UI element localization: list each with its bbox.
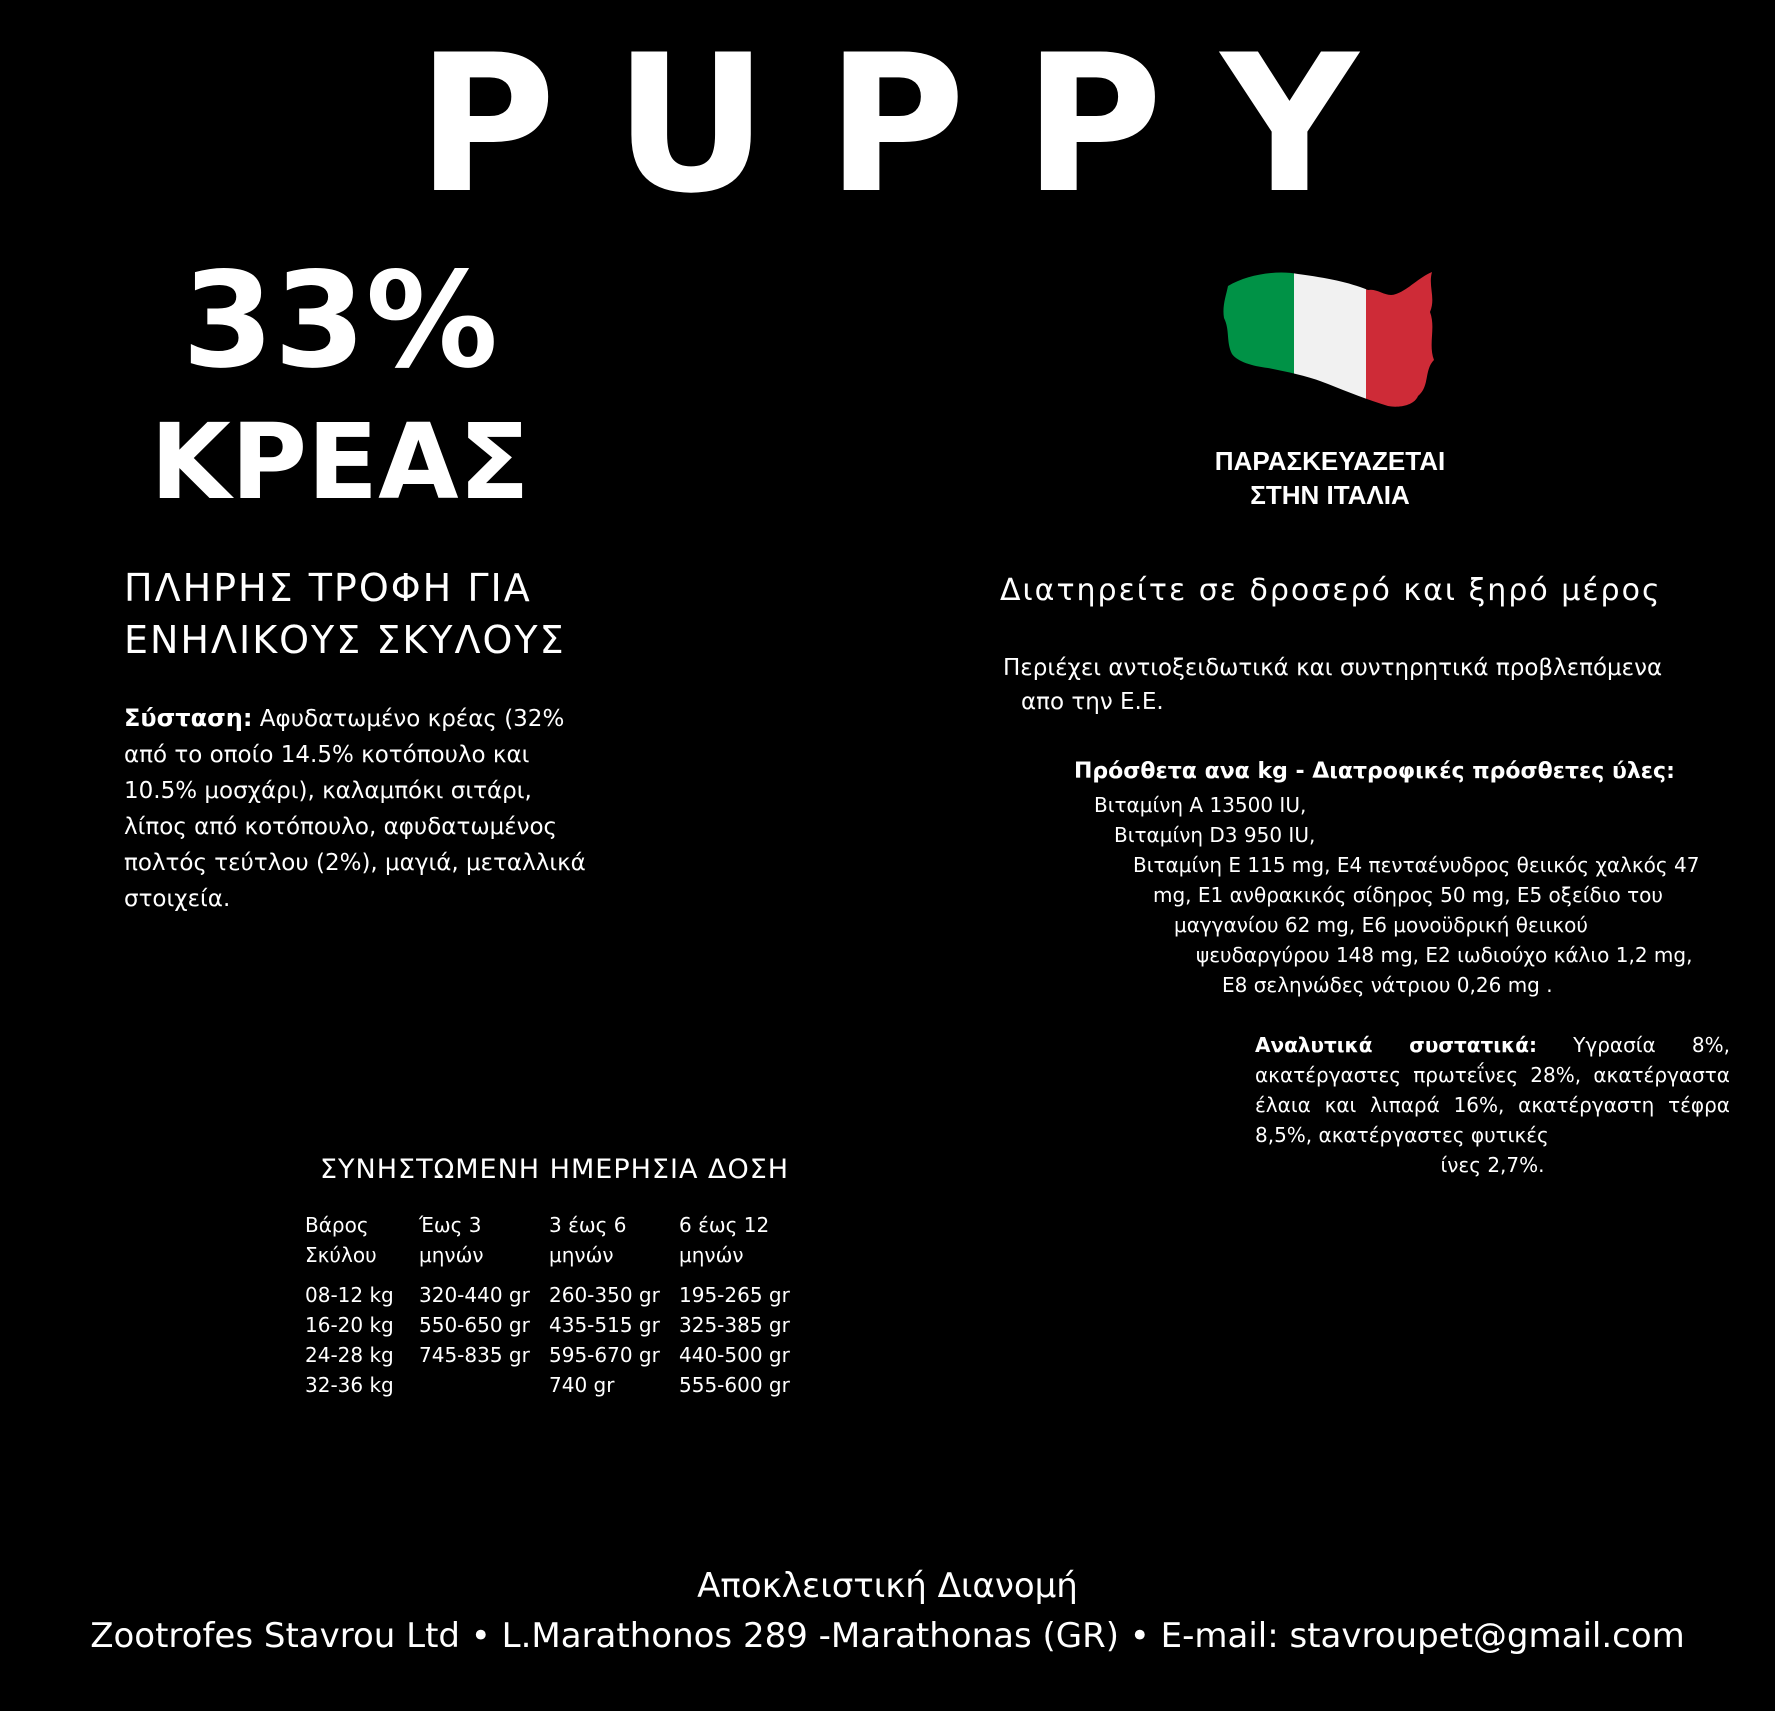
brand-title: PUPPY <box>416 14 1417 235</box>
cell-dose: 740 gr <box>549 1373 615 1397</box>
table-row <box>305 1340 809 1370</box>
cell-dose: 550-650 gr <box>419 1313 530 1337</box>
dose-table-header <box>305 1210 809 1280</box>
meat-label: ΚΡΕΑΣ <box>150 401 530 523</box>
header-up-to-3-months: Έως 3 μηνών <box>419 1213 484 1267</box>
cell-dose: 260-350 gr <box>549 1283 660 1307</box>
additive-line: Βιταμίνη Α 13500 IU, <box>1094 793 1307 817</box>
additive-line: Βιταμίνη Ε 115 mg, Ε4 πενταένυδρος θειικός χαλκός 47 <box>1133 853 1700 877</box>
additive-line: Βιταμίνη D3 950 IU, <box>1114 823 1316 847</box>
header-6-to-12-months: 6 έως 12 μηνών <box>679 1213 770 1267</box>
product-description-line2: ΕΝΗΛΙΚΟΥΣ ΣΚΥΛΟΥΣ <box>124 618 566 662</box>
exclusive-distribution-label: Αποκλειστική Διανομή <box>697 1566 1078 1606</box>
preservatives-note <box>1003 651 1723 719</box>
product-description-line1: ΠΛΗΡΗΣ ΤΡΟΦΗ ΓΙΑ <box>124 566 532 610</box>
cell-dose: 320-440 gr <box>419 1283 530 1307</box>
storage-instructions: Διατηρείτε σε δροσερό και ξηρό μέρος <box>1000 573 1662 608</box>
flag-white-stripe <box>1294 268 1366 410</box>
additives-title: Πρόσθετα ανα kg - Διατροφικές πρόσθετες ύλες: <box>1074 759 1675 784</box>
table-row <box>305 1310 809 1340</box>
table-row <box>305 1370 809 1400</box>
header-dog-weight: Βάρος Σκύλου <box>305 1213 377 1267</box>
composition-text: Αφυδατωμένο κρέας (32% από το οποίο 14.5% κοτόπουλο και 10.5% μοσχάρι), καλαμπόκι σιτάρι, λίπος από κοτόπουλο, αφυδατωμένος πολτός τεύτλου (2%), μαγιά, μεταλλικά στοιχεία. <box>124 706 586 912</box>
cell-dose: 440-500 gr <box>679 1343 790 1367</box>
additive-line: Ε8 σεληνώδες νάτριου 0,26 mg . <box>1222 973 1553 997</box>
flag-red-stripe <box>1366 268 1440 410</box>
additive-line: μαγγανίου 62 mg, Ε6 μονοϋδρική θειικού <box>1174 913 1588 937</box>
analytical-last-line: ίνες 2,7%. <box>1440 1153 1545 1177</box>
cell-dose: 325-385 gr <box>679 1313 790 1337</box>
additive-line: ψευδαργύρου 148 mg, Ε2 ιωδιούχο κάλιο 1,2 mg, <box>1196 943 1693 967</box>
cell-weight: 16-20 kg <box>305 1313 394 1337</box>
cell-dose: 595-670 gr <box>549 1343 660 1367</box>
made-in-line2: ΣΤΗΝ ΙΤΑΛΙΑ <box>1250 480 1410 510</box>
made-in-line1: ΠΑΡΑΣΚΕΥΑΖΕΤΑΙ <box>1214 446 1446 476</box>
cell-dose: 435-515 gr <box>549 1313 660 1337</box>
daily-dose-title: ΣΥΝΗΣΤΩΜΕΝΗ ΗΜΕΡΗΣΙΑ ΔΟΣΗ <box>320 1154 790 1185</box>
cell-dose: 195-265 gr <box>679 1283 790 1307</box>
preservatives-line1: Περιέχει αντιοξειδωτικά και συντηρητικά προβλεπόμενα <box>1003 655 1663 681</box>
cell-dose: 555-600 gr <box>679 1373 790 1397</box>
flag-green-stripe <box>1218 268 1294 410</box>
distributor-contact: Zootrofes Stavrou Ltd • L.Marathonos 289 -Marathonas (GR) • E-mail: stavroupet@gmail.com <box>90 1616 1685 1656</box>
made-in-italy-label <box>1160 444 1500 512</box>
analytical-constituents <box>1255 1030 1730 1180</box>
composition-label: Σύσταση: <box>124 704 253 732</box>
cell-weight: 24-28 kg <box>305 1343 394 1367</box>
meat-percentage: 33% <box>182 244 498 398</box>
cell-dose <box>419 1370 549 1400</box>
table-row <box>305 1280 809 1310</box>
preservatives-line2: απο την Ε.Ε. <box>1021 689 1164 715</box>
daily-dose-table <box>305 1210 809 1400</box>
additive-line: mg, Ε1 ανθρακικός σίδηρος 50 mg, Ε5 οξείδιο του <box>1153 883 1663 907</box>
product-description <box>124 562 566 666</box>
cell-weight: 08-12 kg <box>305 1283 394 1307</box>
cell-dose: 745-835 gr <box>419 1343 530 1367</box>
cell-weight: 32-36 kg <box>305 1373 394 1397</box>
composition <box>124 700 594 917</box>
header-3-to-6-months: 3 έως 6 μηνών <box>549 1213 627 1267</box>
italian-flag-icon <box>1218 268 1440 410</box>
analytical-label: Αναλυτικά συστατικά: <box>1255 1033 1537 1057</box>
analytical-text: Υγρασία 8%, ακατέργαστες πρωτεΐνες 28%, ακατέργαστα έλαια και λιπαρά 16%, ακατέργαστη τέφρα 8,5%, ακατέργαστες φυτικές <box>1255 1033 1731 1147</box>
